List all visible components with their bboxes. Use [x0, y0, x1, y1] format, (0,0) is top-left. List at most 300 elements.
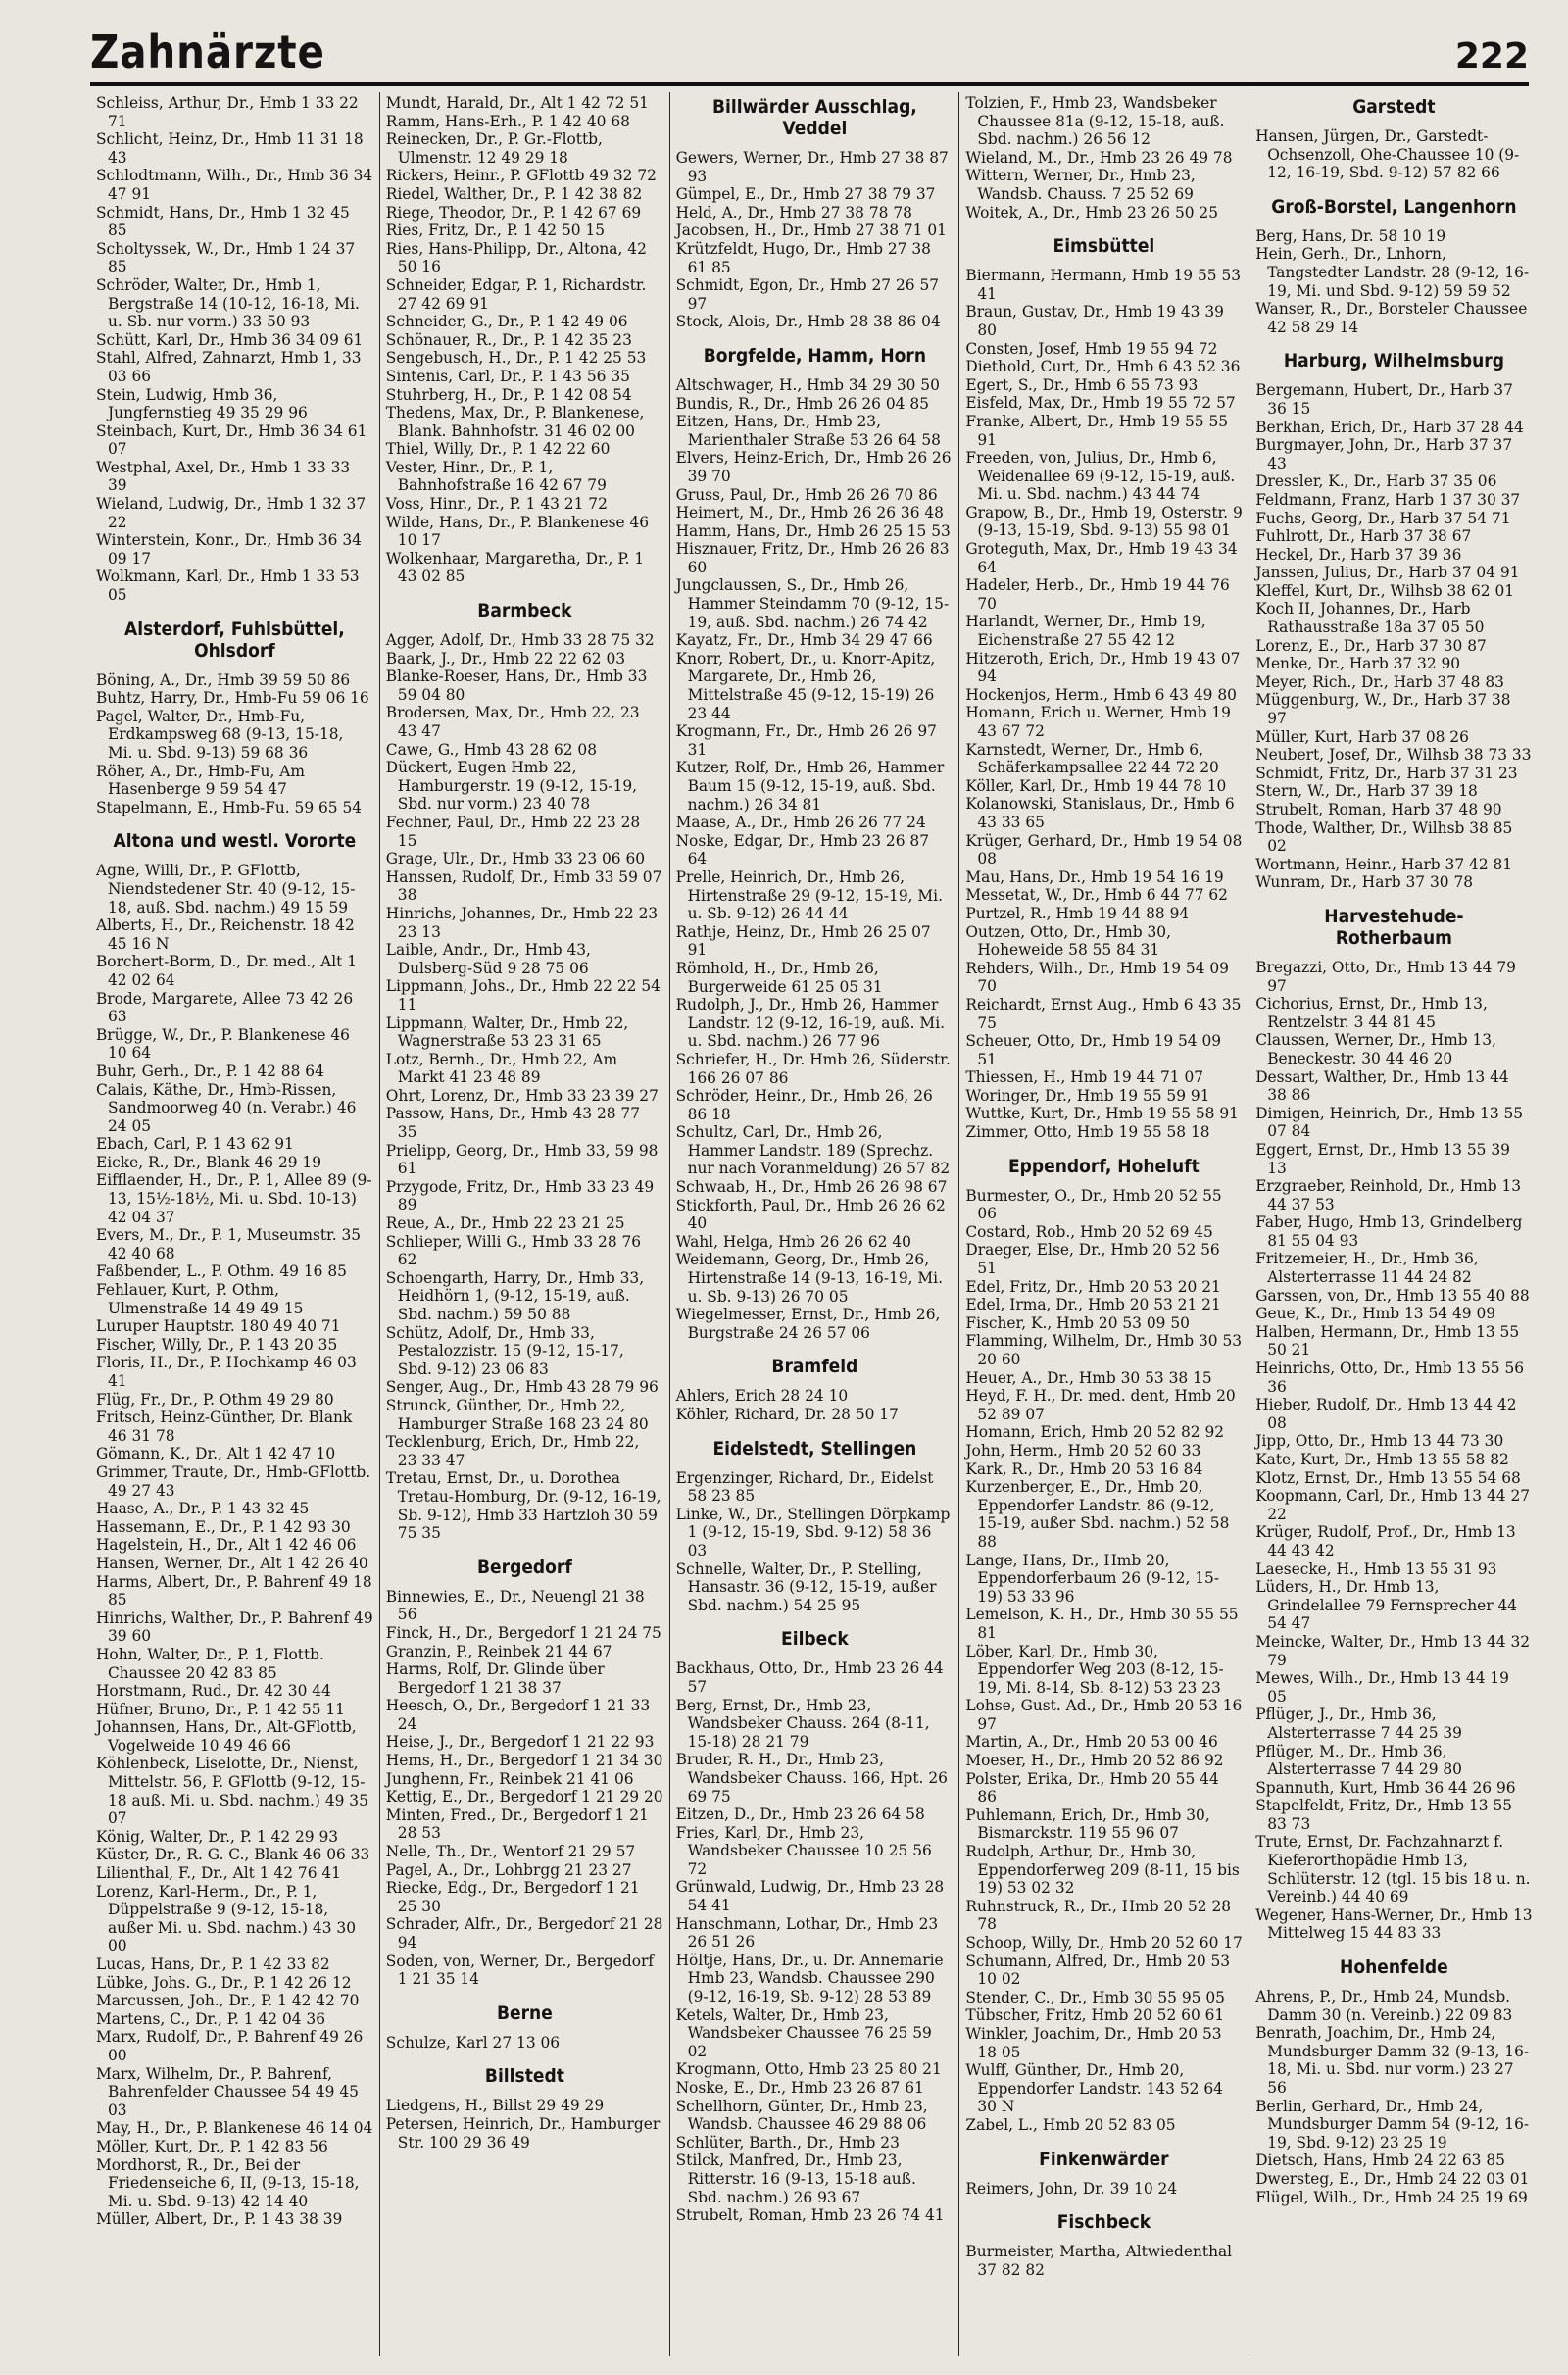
dentist-entry: Pagel, Walter, Dr., Hmb-Fu, Erdkampsweg 68 (9-13, 15-18, Mi. u. Sbd. 9-13) 59 68 36	[96, 707, 344, 762]
dentist-entry: Johannsen, Hans, Dr., Alt-GFlottb, Vogelweide 10 49 46 66	[96, 1718, 357, 1755]
dentist-entry: Luruper Hauptstr. 180 49 40 71	[96, 1317, 341, 1336]
dentist-entry: Ahlers, Erich 28 24 10	[675, 1387, 849, 1406]
section-heading: Eilbeck	[780, 1628, 849, 1651]
dentist-entry: May, H., Dr., P. Blankenese 46 14 04	[96, 2119, 373, 2138]
dentist-entry: Schoengarth, Harry, Dr., Hmb 33, Heidhörn 1, (9-12, 15-19, auß. Sbd. nachm.) 59 50 88	[385, 1268, 645, 1323]
dentist-entry: Tolzien, F., Hmb 23, Wandsbeker Chaussee 81a (9-12, 15-18, auß. Sbd. nachm.) 26 56 12	[965, 94, 1225, 149]
dentist-entry: Eggert, Ernst, Dr., Hmb 13 55 39 13	[1255, 1140, 1510, 1177]
dentist-entry: Mewes, Wilh., Dr., Hmb 13 44 19 05	[1255, 1669, 1509, 1706]
dentist-entry: Hinrichs, Johannes, Dr., Hmb 22 23 23 13	[385, 904, 659, 941]
section-heading: Garstedt	[1352, 96, 1436, 118]
dentist-entry: Grapow, B., Dr., Hmb 19, Osterstr. 9 (9-13, 15-19, Sbd. 9-13) 55 98 01	[965, 503, 1243, 540]
dentist-entry: Lippmann, Walter, Dr., Hmb 22, Wagnerstraße 53 23 31 65	[385, 1014, 629, 1051]
dentist-entry: Hitzeroth, Erich, Dr., Hmb 19 43 07 94	[965, 649, 1241, 686]
dentist-entry: Menke, Dr., Harb 37 32 90	[1255, 655, 1461, 673]
dentist-entry: Gruss, Paul, Dr., Hmb 26 26 70 86	[675, 485, 938, 504]
dentist-entry: Agger, Adolf, Dr., Hmb 33 28 75 32	[385, 631, 655, 650]
dentist-entry: Heckel, Dr., Harb 37 39 36	[1255, 545, 1462, 564]
listing-column	[1250, 92, 1539, 2356]
dentist-entry: Wieland, M., Dr., Hmb 23 26 49 78	[965, 148, 1233, 167]
dentist-entry: Rathje, Heinz, Dr., Hmb 26 25 07 91	[675, 922, 931, 960]
dentist-entry: Müggenburg, W., Dr., Harb 37 38 97	[1255, 691, 1511, 728]
dentist-entry: Messetat, W., Dr., Hmb 6 44 77 62	[965, 886, 1228, 905]
dentist-entry: Hisznauer, Fritz, Dr., Hmb 26 26 83 60	[675, 540, 950, 576]
dentist-entry: Rudolph, Arthur, Dr., Hmb 30, Eppendorferweg 209 (8-11, 15 bis 19) 53 02 32	[965, 1843, 1240, 1898]
dentist-entry: Stickforth, Paul, Dr., Hmb 26 26 62 40	[675, 1196, 946, 1233]
dentist-entry: Lübke, Johs. G., Dr., P. 1 42 26 12	[96, 1973, 352, 1992]
dentist-entry: Winterstein, Konr., Dr., Hmb 36 34 09 17	[96, 531, 362, 568]
dentist-entry: Höltje, Hans, Dr., u. Dr. Annemarie Hmb 23, Wandsb. Chaussee 290 (9-12, 16-19, Sb. 9-12) 28 53 89	[675, 1951, 944, 2006]
dentist-entry: Costard, Rob., Hmb 20 52 69 45	[965, 1222, 1213, 1241]
dentist-entry: Ries, Fritz, Dr., P. 1 42 50 15	[385, 222, 606, 240]
dentist-entry: Fuchs, Georg, Dr., Harb 37 54 71	[1255, 509, 1511, 527]
section-heading: Fischbeck	[1057, 2211, 1152, 2234]
dentist-entry: Dressler, K., Dr., Harb 37 35 06	[1255, 472, 1497, 491]
dentist-entry: Hinrichs, Walther, Dr., P. Bahrenf 49 39 60	[96, 1608, 373, 1646]
dentist-entry: Reue, A., Dr., Hmb 22 23 21 25	[385, 1214, 625, 1233]
dentist-entry: Dimigen, Heinrich, Dr., Hmb 13 55 07 84	[1255, 1104, 1524, 1141]
dentist-entry: Schwaab, H., Dr., Hmb 26 26 98 67	[675, 1178, 948, 1197]
dentist-entry: Polster, Erika, Dr., Hmb 20 55 44 86	[965, 1769, 1219, 1806]
dentist-entry: Pflüger, M., Dr., Hmb 36, Alsterterrasse 7 44 29 80	[1255, 1742, 1462, 1779]
dentist-entry: Nelle, Th., Dr., Wentorf 21 29 57	[385, 1843, 636, 1861]
dentist-entry: Grimmer, Traute, Dr., Hmb-GFlottb. 49 27 43	[96, 1462, 371, 1500]
dentist-entry: Buhr, Gerh., Dr., P. 1 42 88 64	[96, 1062, 324, 1080]
dentist-entry: Mordhorst, R., Dr., Bei der Friedenseiche 6, II, (9-13, 15-18, Mi. u. Sbd. 9-13) 42 14 40	[96, 2155, 360, 2210]
dentist-entry: Schneider, Edgar, P. 1, Richardstr. 27 42 69 91	[385, 275, 647, 313]
dentist-entry: Puhlemann, Erich, Dr., Hmb 30, Bismarckstr. 119 55 96 07	[965, 1806, 1210, 1843]
dentist-entry: Woringer, Dr., Hmb 19 55 59 91	[965, 1086, 1210, 1105]
dentist-entry: Fischer, Willy, Dr., P. 1 43 20 35	[96, 1335, 338, 1354]
dentist-entry: Reinecken, Dr., P. Gr.-Flottb, Ulmenstr. 12 49 29 18	[385, 130, 603, 167]
dentist-entry: Wolkmann, Karl, Dr., Hmb 1 33 53 05	[96, 568, 360, 605]
dentist-entry: Janssen, Julius, Dr., Harb 37 04 91	[1255, 564, 1520, 582]
dentist-entry: Müller, Albert, Dr., P. 1 43 38 39	[96, 2210, 343, 2229]
section-heading: Bramfeld	[770, 1356, 858, 1378]
dentist-entry: Bruder, R. H., Dr., Hmb 23, Wandsbeker Chauss. 166, Hpt. 26 69 75	[675, 1751, 948, 1806]
dentist-entry: Cawe, G., Hmb 43 28 62 08	[385, 740, 598, 759]
section-heading: Berne	[496, 2002, 553, 2024]
dentist-entry: Biermann, Hermann, Hmb 19 55 53 41	[965, 267, 1242, 303]
dentist-entry: Erzgraeber, Reinhold, Dr., Hmb 13 44 37 53	[1255, 1177, 1522, 1213]
dentist-entry: Alberts, H., Dr., Reichenstr. 18 42 45 16 N	[96, 916, 355, 953]
dentist-entry: Löber, Karl, Dr., Hmb 30, Eppendorfer Weg 203 (8-12, 15-19, Mi. 8-14, Sb. 8-12) 53 23 23	[965, 1642, 1224, 1697]
dentist-entry: Heimert, M., Dr., Hmb 26 26 36 48	[675, 504, 944, 522]
dentist-entry: Riedel, Walther, Dr., P. 1 42 38 82	[385, 184, 643, 203]
dentist-entry: Trute, Ernst, Dr. Fachzahnarzt f. Kieferorthopädie Hmb 13, Schlüterstr. 12 (tgl. 15 bis 18 u. n. Vereinb.) 44 40 69	[1255, 1833, 1531, 1906]
section-heading: Harburg, Wilhelmsburg	[1284, 350, 1505, 372]
dentist-entry: Brügge, W., Dr., P. Blankenese 46 10 64	[96, 1025, 350, 1063]
dentist-entry: Thode, Walther, Dr., Wilhsb 38 85 02	[1255, 818, 1513, 856]
dentist-entry: Pflüger, J., Dr., Hmb 36, Alsterterrasse 7 44 25 39	[1255, 1706, 1462, 1742]
dentist-entry: Backhaus, Otto, Dr., Hmb 23 26 44 57	[675, 1659, 944, 1696]
dentist-entry: Thiel, Willy, Dr., P. 1 42 22 60	[385, 440, 611, 459]
dentist-entry: Prelle, Heinrich, Dr., Hmb 26, Hirtenstraße 29 (9-12, 15-19, Mi. u. Sb. 9-12) 26 44 44	[675, 867, 943, 923]
dentist-entry: Kark, R., Dr., Hmb 20 53 16 84	[965, 1460, 1203, 1478]
dentist-entry: Weidemann, Georg, Dr., Hmb 26, Hirtenstraße 14 (9-13, 16-19, Mi. u. Sb. 9-13) 26 70 05	[675, 1251, 943, 1306]
dentist-entry: Tübscher, Fritz, Hmb 20 52 60 61	[965, 2006, 1225, 2025]
dentist-entry: Altschwager, H., Hmb 34 29 30 50	[675, 375, 940, 394]
dentist-entry: Martin, A., Dr., Hmb 20 53 00 46	[965, 1733, 1218, 1752]
dentist-entry: Gümpel, E., Dr., Hmb 27 38 79 37	[675, 185, 936, 204]
dentist-entry: Fehlauer, Kurt, P. Othm, Ulmenstraße 14 49 49 15	[96, 1281, 304, 1317]
dentist-entry: Lippmann, Johs., Dr., Hmb 22 22 54 11	[385, 977, 661, 1014]
dentist-entry: Fechner, Paul, Dr., Hmb 22 23 28 15	[385, 813, 641, 850]
dentist-entry: Halben, Hermann, Dr., Hmb 13 55 50 21	[1255, 1322, 1520, 1360]
dentist-entry: Kettig, E., Dr., Bergedorf 1 21 29 20	[385, 1788, 663, 1806]
dentist-entry: Sintenis, Carl, Dr., P. 1 43 56 35	[385, 367, 630, 385]
dentist-entry: Lotz, Bernh., Dr., Hmb 22, Am Markt 41 23 48 89	[385, 1050, 618, 1087]
dentist-entry: Stein, Ludwig, Hmb 36, Jungfernstieg 49 35 29 96	[96, 385, 308, 422]
dentist-entry: Brode, Margarete, Allee 73 42 26 63	[96, 989, 354, 1026]
dentist-entry: Wahl, Helga, Hmb 26 26 62 40	[675, 1232, 911, 1251]
dentist-entry: Ruhnstruck, R., Dr., Hmb 20 52 28 78	[965, 1897, 1232, 1934]
dentist-entry: Floris, H., Dr., P. Hochkamp 46 03 41	[96, 1354, 357, 1390]
dentist-entry: Stapelmann, E., Hmb-Fu. 59 65 54	[96, 798, 363, 816]
dentist-entry: Krützfeldt, Hugo, Dr., Hmb 27 38 61 85	[675, 239, 931, 276]
dentist-entry: Vester, Hinr., Dr., P. 1, Bahnhofstraße 16 42 67 79	[385, 458, 607, 495]
dentist-entry: Wilde, Hans, Dr., P. Blankenese 46 10 17	[385, 513, 650, 550]
dentist-entry: Faßbender, L., P. Othm. 49 16 85	[96, 1262, 347, 1281]
dentist-entry: Hanssen, Rudolf, Dr., Hmb 33 59 07 38	[385, 867, 662, 905]
dentist-entry: Müller, Kurt, Harb 37 08 26	[1255, 727, 1469, 746]
dentist-entry: Garssen, von, Dr., Hmb 13 55 40 88	[1255, 1286, 1530, 1305]
dentist-entry: Hassemann, E., Dr., P. 1 42 93 30	[96, 1517, 351, 1536]
dentist-entry: Wegener, Hans-Werner, Dr., Hmb 13 Mittelweg 15 44 83 33	[1255, 1905, 1533, 1943]
dentist-entry: Homann, Erich u. Werner, Hmb 19 43 67 72	[965, 704, 1231, 740]
dentist-entry: Buhtz, Harry, Dr., Hmb-Fu 59 06 16	[96, 689, 369, 708]
dentist-entry: Lange, Hans, Dr., Hmb 20, Eppendorferbaum 26 (9-12, 15-19) 53 33 96	[965, 1551, 1220, 1606]
dentist-entry: Dückert, Eugen Hmb 22, Hamburgerstr. 19 (9-12, 15-19, Sbd. nur vorm.) 23 40 78	[385, 759, 638, 814]
dentist-entry: Mundt, Harald, Dr., Alt 1 42 72 51	[385, 94, 649, 112]
dentist-entry: Eisfeld, Max, Dr., Hmb 19 55 72 57	[965, 394, 1236, 413]
dentist-entry: Laible, Andr., Dr., Hmb 43, Dulsberg-Süd 9 28 75 06	[385, 941, 591, 977]
dentist-entry: Blanke-Roeser, Hans, Dr., Hmb 33 59 04 80	[385, 668, 648, 704]
dentist-entry: Stender, C., Dr., Hmb 30 55 95 05	[965, 1988, 1225, 2006]
dentist-entry: Stilck, Manfred, Dr., Hmb 23, Ritterstr. 16 (9-13, 15-18 auß. Sbd. nachm.) 26 93 67	[675, 2152, 916, 2206]
section-heading: Hohenfelde	[1340, 1956, 1448, 1979]
section-heading: Bergedorf	[476, 1556, 572, 1578]
dentist-entry: Heinrichs, Otto, Dr., Hmb 13 55 56 36	[1255, 1360, 1525, 1396]
dentist-entry: Köller, Karl, Dr., Hmb 19 44 78 10	[965, 776, 1227, 795]
dentist-entry: Wuttke, Kurt, Dr., Hmb 19 55 58 91	[965, 1105, 1239, 1123]
dentist-entry: Hagelstein, H., Dr., Alt 1 42 46 06	[96, 1536, 357, 1555]
section-heading: Borgfelde, Hamm, Horn	[703, 344, 926, 367]
dentist-entry: Wunram, Dr., Harb 37 30 78	[1255, 873, 1474, 892]
dentist-entry: Flüg, Fr., Dr., P. Othm 49 29 80	[96, 1390, 334, 1409]
dentist-entry: Koopmann, Carl, Dr., Hmb 13 44 27 22	[1255, 1487, 1531, 1523]
dentist-entry: Wittern, Werner, Dr., Hmb 23, Wandsb. Chauss. 7 25 52 69	[965, 167, 1196, 203]
dentist-entry: Tecklenburg, Erich, Dr., Hmb 22, 23 33 47	[385, 1433, 640, 1469]
dentist-entry: Reimers, John, Dr. 39 10 24	[965, 2179, 1178, 2198]
dentist-entry: Meincke, Walter, Dr., Hmb 13 44 32 79	[1255, 1632, 1531, 1669]
dentist-entry: Heesch, O., Dr., Bergedorf 1 21 33 24	[385, 1697, 651, 1733]
dentist-entry: Wortmann, Heinr., Harb 37 42 81	[1255, 855, 1513, 873]
dentist-entry: Gewers, Werner, Dr., Hmb 27 38 87 93	[675, 149, 949, 185]
dentist-entry: Schmidt, Hans, Dr., Hmb 1 32 45 85	[96, 203, 350, 240]
dentist-entry: Junghenn, Fr., Reinbek 21 41 06	[385, 1769, 634, 1788]
dentist-entry: Wieland, Ludwig, Dr., Hmb 1 32 37 22	[96, 495, 367, 531]
dentist-entry: Eitzen, D., Dr., Hmb 23 26 64 58	[675, 1806, 925, 1824]
dentist-entry: Franke, Albert, Dr., Hmb 19 55 55 91	[965, 412, 1229, 449]
dentist-entry: Marx, Rudolf, Dr., P. Bahrenf 49 26 00	[96, 2028, 364, 2064]
dentist-entry: Hamm, Hans, Dr., Hmb 26 25 15 53	[675, 521, 951, 540]
dentist-entry: Stahl, Alfred, Zahnarzt, Hmb 1, 33 03 66	[96, 349, 362, 385]
dentist-entry: Klotz, Ernst, Dr., Hmb 13 55 54 68	[1255, 1468, 1521, 1487]
dentist-entry: Karnstedt, Werner, Dr., Hmb 6, Schäferkampsallee 22 44 72 20	[965, 740, 1219, 777]
dentist-entry: Thiessen, H., Hmb 19 44 71 07	[965, 1068, 1204, 1087]
dentist-entry: Prielipp, Georg, Dr., Hmb 33, 59 98 61	[385, 1141, 659, 1178]
dentist-entry: Linke, W., Dr., Stellingen Dörpkamp 1 (9-12, 15-19, Sbd. 9-12) 58 36 03	[675, 1505, 951, 1559]
dentist-entry: Schulze, Karl 27 13 06	[385, 2033, 561, 2052]
dentist-entry: Hohn, Walter, Dr., P. 1, Flottb. Chaussee 20 42 83 85	[96, 1645, 324, 1682]
dentist-entry: Schlieper, Willi G., Hmb 33 28 76 62	[385, 1232, 642, 1269]
dentist-entry: Schütz, Adolf, Dr., Hmb 33, Pestalozzistr. 15 (9-12, 15-17, Sbd. 9-12) 23 06 83	[385, 1323, 624, 1378]
dentist-entry: Petersen, Heinrich, Dr., Hamburger Str. 100 29 36 49	[385, 2114, 661, 2152]
dentist-entry: Grage, Ulr., Dr., Hmb 33 23 06 60	[385, 850, 646, 868]
dentist-entry: Lilienthal, F., Dr., Alt 1 42 76 41	[96, 1864, 341, 1883]
dentist-entry: Noske, E., Dr., Hmb 23 26 87 61	[675, 2079, 924, 2097]
dentist-entry: Schnelle, Walter, Dr., P. Stelling, Hansastr. 36 (9-12, 15-19, außer Sbd. nachm.) 54 25 95	[675, 1559, 937, 1614]
dentist-entry: Wulff, Günther, Dr., Hmb 20, Eppendorfer Landstr. 143 52 64 30 N	[965, 2061, 1223, 2116]
dentist-entry: Schriefer, H., Dr. Hmb 26, Süderstr. 166 26 07 86	[675, 1050, 951, 1087]
dentist-entry: Strubelt, Roman, Harb 37 48 90	[1255, 801, 1502, 818]
dentist-entry: Lucas, Hans, Dr., P. 1 42 33 82	[96, 1955, 330, 1973]
dentist-entry: Krogmann, Fr., Dr., Hmb 26 26 97 31	[675, 722, 937, 759]
dentist-entry: Freeden, von, Julius, Dr., Hmb 6, Weidenallee 69 (9-12, 15-19, auß. Mi. u. Sbd. nachm.) 43 44 74	[965, 449, 1236, 504]
dentist-entry: Marx, Wilhelm, Dr., P. Bahrenf, Bahrenfelder Chaussee 54 49 45 03	[96, 2064, 359, 2119]
listing-columns	[90, 92, 1539, 2356]
dentist-entry: Geue, K., Dr., Hmb 13 54 49 09	[1255, 1305, 1496, 1323]
dentist-entry: Schlüter, Barth., Dr., Hmb 23	[675, 2133, 900, 2152]
dentist-entry: Stern, W., Dr., Harb 37 39 18	[1255, 782, 1478, 801]
dentist-entry: Sengebusch, H., Dr., P. 1 42 25 53	[385, 349, 647, 368]
dentist-entry: Reichardt, Ernst Aug., Hmb 6 43 35 75	[965, 995, 1242, 1032]
dentist-entry: Homann, Erich, Hmb 20 52 82 92	[965, 1423, 1225, 1442]
dentist-entry: Bergemann, Hubert, Dr., Harb 37 36 15	[1255, 381, 1513, 418]
dentist-entry: Berkhan, Erich, Dr., Harb 37 28 44	[1255, 418, 1524, 436]
dentist-entry: Thedens, Max, Dr., P. Blankenese, Blank. Bahnhofstr. 31 46 02 00	[385, 404, 645, 440]
dentist-entry: Harms, Albert, Dr., P. Bahrenf 49 18 85	[96, 1572, 372, 1609]
dentist-entry: Rudolph, J., Dr., Hmb 26, Hammer Landstr. 12 (9-12, 16-19, auß. Mi. u. Sbd. nachm.) 26 77 96	[675, 996, 946, 1051]
dentist-entry: Flamming, Wilhelm, Dr., Hmb 30 53 20 60	[965, 1332, 1243, 1368]
page-title: Zahnärzte	[90, 25, 325, 78]
dentist-entry: Möller, Kurt, Dr., P. 1 42 83 56	[96, 2137, 328, 2155]
dentist-entry: Egert, S., Dr., Hmb 6 55 73 93	[965, 375, 1199, 394]
listing-column	[90, 92, 380, 2356]
dentist-entry: Riege, Theodor, Dr., P. 1 42 67 69	[385, 203, 642, 222]
dentist-entry: König, Walter, Dr., P. 1 42 29 93	[96, 1827, 339, 1846]
dentist-entry: Woitek, A., Dr., Hmb 23 26 50 25	[965, 203, 1219, 222]
dentist-entry: Heuer, A., Dr., Hmb 30 53 38 15	[965, 1368, 1212, 1387]
dentist-entry: Kurzenberger, E., Dr., Hmb 20, Eppendorfer Landstr. 86 (9-12, 15-19, außer Sbd. nachm.) 52 58 88	[965, 1478, 1230, 1551]
dentist-entry: Flügel, Wilh., Dr., Hmb 24 25 19 69	[1255, 2188, 1528, 2206]
dentist-entry: Diethold, Curt, Dr., Hmb 6 43 52 36	[965, 358, 1241, 376]
dentist-entry: Strunck, Günther, Dr., Hmb 22, Hamburger Straße 168 23 24 80	[385, 1396, 649, 1433]
dentist-entry: Kutzer, Rolf, Dr., Hmb 26, Hammer Baum 15 (9-12, 15-19, auß. Sbd. nachm.) 26 34 81	[675, 759, 945, 814]
section-heading: Billstedt	[484, 2065, 564, 2088]
dentist-entry: Dwersteg, E., Dr., Hmb 24 22 03 01	[1255, 2169, 1530, 2188]
dentist-entry: Dietsch, Hans, Hmb 24 22 63 85	[1255, 2152, 1505, 2170]
dentist-entry: Rehders, Wilh., Dr., Hmb 19 54 09 70	[965, 959, 1229, 996]
dentist-entry: Brodersen, Max, Dr., Hmb 22, 23 43 47	[385, 704, 640, 740]
dentist-entry: Ramm, Hans-Erh., P. 1 42 40 68	[385, 112, 630, 130]
dentist-entry: Hüfner, Bruno, Dr., P. 1 42 55 11	[96, 1700, 345, 1718]
dentist-entry: Maase, A., Dr., Hmb 26 26 77 24	[675, 814, 926, 832]
dentist-entry: Marcussen, Joh., Dr., P. 1 42 42 70	[96, 1992, 360, 2010]
dentist-entry: Eifflaender, H., Dr., P. 1, Allee 89 (9-13, 15½-18½, Mi. u. Sbd. 10-13) 42 04 37	[96, 1171, 372, 1226]
dentist-entry: Spannuth, Kurt, Hmb 36 44 26 96	[1255, 1778, 1516, 1797]
dentist-entry: Hockenjos, Herm., Hmb 6 43 49 80	[965, 685, 1237, 704]
dentist-entry: Hems, H., Dr., Bergedorf 1 21 34 30	[385, 1752, 663, 1770]
dentist-entry: Böning, A., Dr., Hmb 39 59 50 86	[96, 670, 351, 689]
dentist-entry: Krogmann, Otto, Hmb 23 25 80 21	[675, 2060, 942, 2079]
dentist-entry: Jipp, Otto, Dr., Hmb 13 44 73 30	[1255, 1432, 1504, 1451]
dentist-entry: Edel, Irma, Dr., Hmb 20 53 21 21	[965, 1296, 1221, 1314]
dentist-entry: Purtzel, R., Hmb 19 44 88 94	[965, 904, 1190, 922]
dentist-entry: Minten, Fred., Dr., Bergedorf 1 21 28 53	[385, 1806, 649, 1843]
dentist-entry: Schoop, Willy, Dr., Hmb 20 52 60 17	[965, 1934, 1243, 1952]
dentist-entry: Dessart, Walther, Dr., Hmb 13 44 38 86	[1255, 1067, 1509, 1105]
section-heading: Eimsbüttel	[1053, 235, 1155, 258]
dentist-entry: Eicke, R., Dr., Blank 46 29 19	[96, 1153, 322, 1171]
dentist-entry: Lohse, Gust. Ad., Dr., Hmb 20 53 16 97	[965, 1697, 1243, 1733]
dentist-entry: Berlin, Gerhard, Dr., Hmb 24, Mundsburger Damm 54 (9-12, 16-19, Sbd. 9-12) 23 25 19	[1255, 2097, 1530, 2152]
dentist-entry: Harlandt, Werner, Dr., Hmb 19, Eichenstraße 27 55 42 12	[965, 613, 1206, 650]
dentist-entry: Noske, Edgar, Dr., Hmb 23 26 87 64	[675, 831, 929, 868]
dentist-entry: Elvers, Heinz-Erich, Dr., Hmb 26 26 39 70	[675, 449, 952, 485]
dentist-entry: Heyd, F. H., Dr. med. dent, Hmb 20 52 89 07	[965, 1387, 1236, 1423]
dentist-entry: Bregazzi, Otto, Dr., Hmb 13 44 79 97	[1255, 958, 1516, 995]
dentist-entry: Wanser, R., Dr., Borsteler Chaussee 42 58 29 14	[1255, 300, 1528, 336]
dentist-entry: Krüger, Rudolf, Prof., Dr., Hmb 13 44 43 42	[1255, 1523, 1516, 1559]
dentist-entry: Passow, Hans, Dr., Hmb 43 28 77 35	[385, 1105, 641, 1142]
dentist-entry: Ohrt, Lorenz, Dr., Hmb 33 23 39 27	[385, 1086, 659, 1105]
dentist-entry: Berg, Ernst, Dr., Hmb 23, Wandsbeker Chauss. 264 (8-11, 15-18) 28 21 79	[675, 1696, 930, 1751]
dentist-entry: Schönauer, R., Dr., P. 1 42 35 23	[385, 330, 632, 349]
dentist-entry: Schneider, G., Dr., P. 1 42 49 06	[385, 313, 628, 331]
dentist-entry: Schröder, Walter, Dr., Hmb 1, Bergstraße 14 (10-12, 16-18, Mi. u. Sb. nur vorm.) 33 50 93	[96, 275, 360, 331]
section-heading: Eppendorf, Hoheluft	[1008, 1155, 1200, 1177]
dentist-entry: Scheuer, Otto, Dr., Hmb 19 54 09 51	[965, 1032, 1222, 1068]
dentist-entry: Liedgens, H., Billst 29 49 29	[385, 2097, 605, 2115]
dentist-entry: Koch II, Johannes, Dr., Harb Rathausstraße 18a 37 05 50	[1255, 600, 1485, 637]
dentist-entry: Held, A., Dr., Hmb 27 38 78 78	[675, 203, 912, 222]
dentist-entry: Mau, Hans, Dr., Hmb 19 54 16 19	[965, 867, 1224, 886]
dentist-entry: Cichorius, Ernst, Dr., Hmb 13, Rentzelstr. 3 44 81 45	[1255, 995, 1488, 1031]
dentist-entry: Strubelt, Roman, Hmb 23 26 74 41	[675, 2206, 945, 2225]
dentist-entry: Feldmann, Franz, Harb 1 37 30 37	[1255, 490, 1521, 509]
dentist-entry: Schlodtmann, Wilh., Dr., Hmb 36 34 47 91	[96, 167, 373, 203]
dentist-entry: Hein, Gerh., Dr., Lnhorn, Tangstedter Landstr. 28 (9-12, 16-19, Mi. und Sbd. 9-12) 59 59 52	[1255, 245, 1530, 300]
dentist-entry: Fries, Karl, Dr., Hmb 23, Wandsbeker Chaussee 10 25 56 72	[675, 1823, 932, 1878]
dentist-entry: Hansen, Werner, Dr., Alt 1 42 26 40	[96, 1554, 368, 1572]
dentist-entry: Schmidt, Fritz, Dr., Harb 37 31 23	[1255, 764, 1518, 782]
section-heading: Groß-Borstel, Langenhorn	[1271, 195, 1517, 218]
dentist-entry: Fuhlrott, Dr., Harb 37 38 67	[1255, 527, 1472, 546]
dentist-entry: Heise, J., Dr., Bergedorf 1 21 22 93	[385, 1733, 655, 1752]
dentist-entry: Burmester, O., Dr., Hmb 20 52 55 06	[965, 1186, 1222, 1223]
dentist-entry: Bundis, R., Dr., Hmb 26 26 04 85	[675, 394, 929, 413]
dentist-entry: Fritzemeier, H., Dr., Hmb 36, Alsterterrasse 11 44 24 82	[1255, 1250, 1479, 1287]
dentist-entry: Hanschmann, Lothar, Dr., Hmb 23 26 51 26	[675, 1914, 939, 1952]
dentist-entry: Outzen, Otto, Dr., Hmb 30, Hoheweide 58 55 84 31	[965, 922, 1171, 960]
dentist-entry: Jacobsen, H., Dr., Hmb 27 38 71 01	[675, 222, 947, 240]
dentist-entry: Riecke, Edg., Dr., Bergedorf 1 21 25 30	[385, 1879, 640, 1915]
dentist-entry: Faber, Hugo, Hmb 13, Grindelberg 81 55 04 93	[1255, 1213, 1523, 1250]
dentist-entry: Winkler, Joachim, Dr., Hmb 20 53 18 05	[965, 2024, 1222, 2061]
dentist-entry: Fritsch, Heinz-Günther, Dr. Blank 46 31 78	[96, 1409, 353, 1445]
dentist-entry: Krüger, Gerhard, Dr., Hmb 19 54 08 08	[965, 831, 1243, 868]
dentist-entry: Finck, H., Dr., Bergedorf 1 21 24 75	[385, 1623, 662, 1642]
dentist-entry: Stock, Alois, Dr., Hmb 28 38 86 04	[675, 313, 941, 331]
dentist-entry: Edel, Fritz, Dr., Hmb 20 53 20 21	[965, 1277, 1221, 1296]
dentist-entry: Küster, Dr., R. G. C., Blank 46 06 33	[96, 1846, 370, 1864]
dentist-entry: Ebach, Carl, P. 1 43 62 91	[96, 1135, 294, 1154]
dentist-entry: Römhold, H., Dr., Hmb 26, Burgerweide 61 25 05 31	[675, 959, 883, 996]
dentist-entry: Ries, Hans-Philipp, Dr., Altona, 42 50 16	[385, 239, 647, 276]
dentist-entry: Schleiss, Arthur, Dr., Hmb 1 33 22 71	[96, 94, 359, 130]
dentist-entry: Tretau, Ernst, Dr., u. Dorothea Tretau-Homburg, Dr. (9-12, 16-19, Sb. 9-12), Hmb 33 Hartzloh 30 59 75 35	[385, 1469, 662, 1543]
dentist-entry: Burgmayer, John, Dr., Harb 37 37 43	[1255, 436, 1513, 472]
dentist-entry: Ergenzinger, Richard, Dr., Eidelst 58 23 85	[675, 1468, 934, 1506]
dentist-entry: Stuhrberg, H., Dr., P. 1 42 08 54	[385, 385, 632, 404]
dentist-entry: Braun, Gustav, Dr., Hmb 19 43 39 80	[965, 303, 1224, 339]
dentist-entry: Voss, Hinr., Dr., P. 1 43 21 72	[385, 495, 608, 514]
section-heading: Harvestehude-Rotherbaum	[1324, 905, 1464, 949]
dentist-entry: Hadeler, Herb., Dr., Hmb 19 44 76 70	[965, 576, 1230, 613]
listing-column	[959, 92, 1250, 2356]
dentist-entry: Schellhorn, Günter, Dr., Hmb 23, Wandsb. Chaussee 46 29 88 06	[675, 2097, 928, 2134]
dentist-entry: Schütt, Karl, Dr., Hmb 36 34 09 61	[96, 330, 364, 349]
section-heading: Barmbeck	[477, 600, 572, 622]
dentist-entry: Schmidt, Egon, Dr., Hmb 27 26 57 97	[675, 276, 940, 313]
dentist-entry: Benrath, Joachim, Dr., Hmb 24, Mundsburger Damm 32 (9-13, 16-18, Mi. u. Sbd. nur vorm.) 23 27 56	[1255, 2024, 1530, 2097]
dentist-entry: Horstmann, Rud., Dr. 42 30 44	[96, 1682, 331, 1701]
page-number: 222	[1454, 36, 1529, 76]
dentist-entry: Zimmer, Otto, Hmb 19 55 58 18	[965, 1123, 1210, 1142]
dentist-entry: Fischer, K., Hmb 20 53 09 50	[965, 1313, 1190, 1332]
dentist-entry: Haase, A., Dr., P. 1 43 32 45	[96, 1500, 310, 1518]
section-heading: Eidelstedt, Stellingen	[712, 1437, 916, 1460]
dentist-entry: Lorenz, E., Dr., Harb 37 30 87	[1255, 636, 1487, 655]
dentist-entry: Granzin, P., Reinbek 21 44 67	[385, 1642, 612, 1660]
dentist-entry: Lorenz, Karl-Herm., Dr., P. 1, Düppelstraße 9 (9-12, 15-18, außer Mi. u. Sbd. nachm.) 43 30 00	[96, 1882, 356, 1955]
dentist-entry: John, Herm., Hmb 20 52 60 33	[965, 1441, 1201, 1460]
dentist-entry: Köhler, Richard, Dr. 28 50 17	[675, 1406, 899, 1423]
dentist-entry: Schultz, Carl, Dr., Hmb 26, Hammer Landstr. 189 (Sprechz. nur nach Voranmeldung) 26 57 82	[675, 1123, 951, 1178]
dentist-entry: Claussen, Werner, Dr., Hmb 13, Beneckestr. 30 44 46 20	[1255, 1031, 1496, 1067]
dentist-entry: Zabel, L., Hmb 20 52 83 05	[965, 2115, 1176, 2134]
dentist-entry: Burmeister, Martha, Altwiedenthal 37 82 82	[965, 2243, 1233, 2279]
dentist-entry: Wolkenhaar, Margaretha, Dr., P. 1 43 02 85	[385, 549, 645, 586]
section-heading: Finkenwärder	[1039, 2148, 1170, 2170]
dentist-entry: Groteguth, Max, Dr., Hmb 19 43 34 64	[965, 540, 1238, 576]
page-header	[90, 14, 1529, 86]
section-heading: Alsterdorf, Fuhlsbüttel, Ohlsdorf	[124, 618, 345, 662]
dentist-entry: Neubert, Josef, Dr., Wilhsb 38 73 33	[1255, 746, 1532, 765]
dentist-entry: Soden, von, Werner, Dr., Bergedorf 1 21 35 14	[385, 1952, 655, 1989]
dentist-entry: Draeger, Else, Dr., Hmb 20 52 56 51	[965, 1241, 1220, 1278]
dentist-entry: Borchert-Borm, D., Dr. med., Alt 1 42 02 64	[96, 953, 358, 989]
dentist-entry: Lemelson, K. H., Dr., Hmb 30 55 55 81	[965, 1606, 1239, 1642]
dentist-entry: Consten, Josef, Hmb 19 55 94 72	[965, 339, 1218, 358]
dentist-entry: Pagel, A., Dr., Lohbrgg 21 23 27	[385, 1860, 632, 1879]
dentist-entry: Eitzen, Hans, Dr., Hmb 23, Marienthaler Straße 53 26 64 58	[675, 413, 941, 449]
dentist-entry: Laesecke, H., Hmb 13 55 31 93	[1255, 1559, 1497, 1578]
dentist-entry: Knorr, Robert, Dr., u. Knorr-Apitz, Margarete, Dr., Hmb 26, Mittelstraße 45 (9-12, 15-19) 26 23 44	[675, 649, 936, 722]
dentist-entry: Berg, Hans, Dr. 58 10 19	[1255, 226, 1446, 245]
